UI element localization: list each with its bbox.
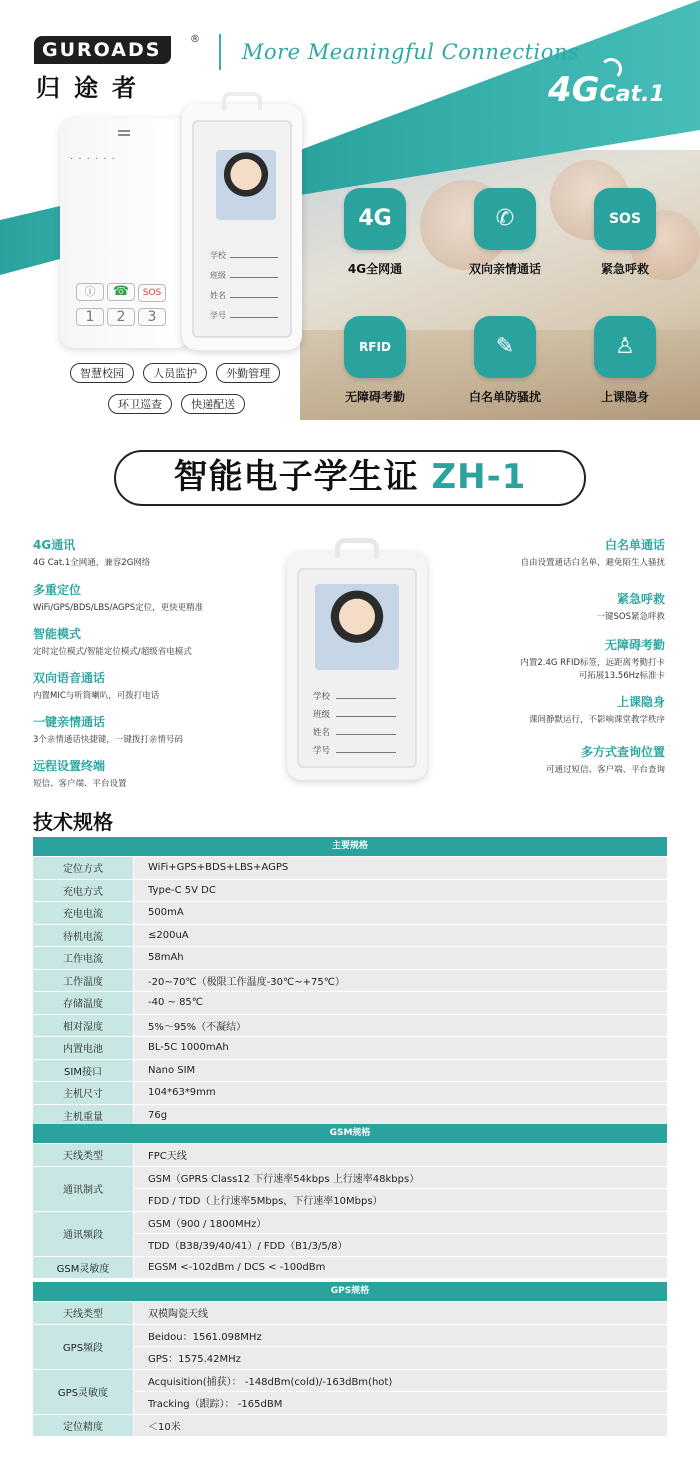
spec-value: FDD / TDD（上行速率5Mbps，下行速率10Mbps） bbox=[134, 1189, 667, 1211]
table-row bbox=[33, 880, 667, 902]
registered-mark: ® bbox=[190, 34, 200, 45]
feature-title: 无障碍考勤 bbox=[604, 638, 665, 652]
table-row bbox=[33, 992, 667, 1014]
feature-title: 上课隐身 bbox=[616, 695, 665, 709]
feature-item bbox=[33, 669, 283, 701]
table-row bbox=[33, 902, 667, 924]
product-title bbox=[114, 450, 586, 506]
table-row bbox=[33, 1082, 667, 1104]
logo-wordmark: GUROADS bbox=[34, 36, 171, 64]
spec-value: Type-C 5V DC bbox=[134, 880, 667, 902]
spec-value: ≤200uA bbox=[134, 925, 667, 947]
feature-desc: 可通过短信、客户端、平台查询 bbox=[545, 765, 665, 775]
feature-item bbox=[33, 625, 283, 657]
sos-icon: SOS bbox=[594, 188, 656, 250]
feature-item bbox=[33, 757, 283, 789]
table-header: GSM规格 bbox=[33, 1124, 667, 1143]
feature-label: 紧急呼救 bbox=[600, 262, 649, 276]
table-row bbox=[33, 1060, 667, 1082]
feature-desc: 课间静默运行，不影响课堂教学秩序 bbox=[528, 715, 665, 725]
feature-desc: 自由设置通话白名单，避免陌生人骚扰 bbox=[520, 558, 665, 568]
spec-key: 主机尺寸 bbox=[33, 1082, 133, 1104]
feature-title: 远程设置终端 bbox=[33, 759, 106, 773]
hero-banner bbox=[0, 0, 700, 420]
spec-value: 76g bbox=[134, 1105, 667, 1127]
feature-rfid bbox=[320, 316, 430, 405]
feature-sos bbox=[570, 188, 680, 277]
power-key: ⓘ bbox=[76, 283, 104, 301]
field-name: 姓名 bbox=[210, 291, 226, 300]
feature-label: 4G全网通 bbox=[347, 262, 403, 276]
table-row bbox=[33, 857, 667, 879]
two-way-call-icon: ✆ bbox=[474, 188, 536, 250]
class-hidden-icon: ♙ bbox=[594, 316, 656, 378]
student-card-device bbox=[287, 552, 427, 780]
feature-title: 4G通讯 bbox=[33, 538, 76, 552]
table-row bbox=[33, 1015, 667, 1037]
feature-item bbox=[415, 636, 665, 681]
feature-desc: 内置MIC与听筒喇叭，可拨打电话 bbox=[33, 691, 160, 701]
spec-value: -40 ~ 85℃ bbox=[134, 992, 667, 1014]
logo-chinese-name: 归途者 bbox=[36, 74, 150, 102]
sos-key: SOS bbox=[138, 284, 166, 302]
spec-value: TDD（B38/39/40/41）/ FDD（B1/3/5/8） bbox=[134, 1234, 667, 1256]
feature-title: 白名单通话 bbox=[604, 538, 665, 552]
field-student-no: 学号 bbox=[313, 746, 331, 756]
field-school: 学校 bbox=[313, 692, 331, 702]
spec-value: GSM（900 / 1800MHz） bbox=[134, 1212, 667, 1234]
product-model: ZH-1 bbox=[431, 457, 527, 497]
tag-sanitation: 环卫巡查 bbox=[108, 394, 172, 414]
student-photo bbox=[216, 150, 276, 220]
spec-value: 5%～95%（不凝结） bbox=[134, 1015, 667, 1037]
spec-value: 双模陶瓷天线 bbox=[134, 1302, 667, 1324]
gps-spec-table bbox=[33, 1282, 667, 1436]
feature-item bbox=[415, 590, 665, 622]
spec-key: 内置电池 bbox=[33, 1037, 133, 1059]
4g-cat1-badge bbox=[548, 70, 665, 110]
logo-divider bbox=[219, 34, 221, 70]
spec-value: BL-5C 1000mAh bbox=[134, 1037, 667, 1059]
table-row bbox=[33, 1302, 667, 1324]
table-row bbox=[33, 947, 667, 969]
signal-wave-icon bbox=[600, 58, 622, 80]
mic-dots: · · · · · · bbox=[70, 154, 116, 165]
key-1: 1 bbox=[76, 308, 104, 326]
table-header: 主要规格 bbox=[33, 837, 667, 856]
table-row bbox=[33, 1415, 667, 1437]
spec-value: GSM（GPRS Class12 下行速率54kbps 上行速率48kbps） bbox=[134, 1167, 667, 1189]
spec-value: -20~70℃（极限工作温度-30℃~+75℃） bbox=[134, 970, 667, 992]
feature-title: 多重定位 bbox=[33, 583, 82, 597]
spec-key: GSM灵敏度 bbox=[33, 1257, 133, 1279]
spec-value: GPS：1575.42MHz bbox=[134, 1347, 667, 1369]
feature-whitelist bbox=[450, 316, 560, 405]
spec-value: FPC天线 bbox=[134, 1144, 667, 1166]
device-screen bbox=[192, 120, 292, 338]
spec-key: 相对湿度 bbox=[33, 1015, 133, 1037]
field-class: 班级 bbox=[210, 271, 226, 280]
spec-key: 待机电流 bbox=[33, 925, 133, 947]
rfid-icon: RFID bbox=[344, 316, 406, 378]
spec-key: GPS灵敏度 bbox=[33, 1370, 133, 1414]
spec-key: 通讯频段 bbox=[33, 1212, 133, 1256]
tag-guardianship: 人员监护 bbox=[143, 363, 207, 383]
feature-item bbox=[33, 536, 283, 568]
scenario-tags bbox=[70, 362, 300, 420]
table-row bbox=[33, 1370, 667, 1414]
table-row bbox=[33, 1037, 667, 1059]
feature-item bbox=[33, 713, 283, 745]
card-screen bbox=[297, 568, 417, 768]
tag-field-work: 外勤管理 bbox=[216, 363, 280, 383]
badge-cat1: Cat.1 bbox=[599, 82, 665, 107]
spec-value: EGSM <-102dBm / DCS < -100dBm bbox=[134, 1257, 667, 1279]
table-row bbox=[33, 1212, 667, 1256]
spec-value: Tracking（跟踪）： -165dBM bbox=[134, 1392, 667, 1414]
feature-label: 白名单防骚扰 bbox=[468, 390, 541, 404]
field-student-no: 学号 bbox=[210, 311, 226, 320]
feature-title: 一键亲情通话 bbox=[33, 715, 106, 729]
spec-value: Beidou：1561.098MHz bbox=[134, 1325, 667, 1347]
product-name: 智能电子学生证 bbox=[173, 457, 419, 497]
spec-key: SIM接口 bbox=[33, 1060, 133, 1082]
spec-key: 主机重量 bbox=[33, 1105, 133, 1127]
feature-desc: WiFi/GPS/BDS/LBS/AGPS定位，更快更精准 bbox=[33, 603, 204, 613]
spec-value: 104*63*9mm bbox=[134, 1082, 667, 1104]
feature-desc: 内置2.4G RFID标签，远距离考勤打卡 bbox=[520, 658, 665, 668]
lanyard-loop bbox=[222, 92, 262, 110]
field-class: 班级 bbox=[313, 710, 331, 720]
feature-item bbox=[33, 581, 283, 613]
spec-key: 存储温度 bbox=[33, 992, 133, 1014]
feature-two-way-call bbox=[450, 188, 560, 277]
key-3: 3 bbox=[138, 308, 166, 326]
table-row bbox=[33, 1257, 667, 1279]
spec-section-title: 技术规格 bbox=[33, 810, 113, 834]
device-back-view bbox=[60, 118, 190, 348]
id-fields bbox=[210, 250, 278, 330]
spec-value: WiFi+GPS+BDS+LBS+AGPS bbox=[134, 857, 667, 879]
feature-label: 双向亲情通话 bbox=[468, 262, 541, 276]
spec-key: 通讯制式 bbox=[33, 1167, 133, 1211]
table-row bbox=[33, 925, 667, 947]
speaker-slot bbox=[118, 130, 130, 132]
field-name: 姓名 bbox=[313, 728, 331, 738]
field-school: 学校 bbox=[210, 251, 226, 260]
spec-key: 天线类型 bbox=[33, 1144, 133, 1166]
tag-smart-campus: 智慧校园 bbox=[70, 363, 134, 383]
feature-class-hidden bbox=[570, 316, 680, 405]
table-row bbox=[33, 1144, 667, 1166]
call-key: ☎ bbox=[107, 283, 135, 301]
spec-value: ＜10米 bbox=[134, 1415, 667, 1437]
feature-desc: 3个亲情通话快捷键，一键拨打亲情号码 bbox=[33, 735, 183, 745]
whitelist-icon: ✎ bbox=[474, 316, 536, 378]
spec-key: 工作温度 bbox=[33, 970, 133, 992]
feature-item bbox=[415, 743, 665, 775]
table-row bbox=[33, 1167, 667, 1211]
4g-signal-icon: 4G bbox=[344, 188, 406, 250]
spec-value: 58mAh bbox=[134, 947, 667, 969]
spec-key: GPS频段 bbox=[33, 1325, 133, 1369]
student-photo bbox=[315, 584, 399, 670]
spec-key: 定位精度 bbox=[33, 1415, 133, 1437]
spec-key: 充电电流 bbox=[33, 902, 133, 924]
spec-value: Nano SIM bbox=[134, 1060, 667, 1082]
left-feature-list bbox=[33, 536, 283, 801]
gsm-spec-table bbox=[33, 1124, 667, 1278]
brand-logo bbox=[34, 34, 200, 103]
feature-title: 双向语音通话 bbox=[33, 671, 106, 685]
main-spec-table bbox=[33, 837, 667, 1126]
table-header: GPS规格 bbox=[33, 1282, 667, 1301]
spec-key: 充电方式 bbox=[33, 880, 133, 902]
feature-4g bbox=[320, 188, 430, 277]
brand-slogan: More Meaningful Connections bbox=[242, 40, 580, 64]
key-2: 2 bbox=[107, 308, 135, 326]
feature-desc: 定时定位模式/智能定位模式/超级省电模式 bbox=[33, 647, 192, 657]
feature-desc: 4G Cat.1全网通，兼容2G网络 bbox=[33, 558, 151, 568]
feature-desc-2: 可拓展13.56Hz标准卡 bbox=[578, 671, 665, 681]
feature-item bbox=[415, 536, 665, 568]
feature-label: 无障碍考勤 bbox=[344, 390, 405, 404]
feature-label: 上课隐身 bbox=[600, 390, 649, 404]
tag-delivery: 快递配送 bbox=[181, 394, 245, 414]
feature-desc: 短信、客户端、平台设置 bbox=[33, 779, 127, 789]
spec-value: 500mA bbox=[134, 902, 667, 924]
feature-title: 多方式查询位置 bbox=[580, 745, 665, 759]
device-front-view bbox=[182, 104, 302, 350]
table-row bbox=[33, 1325, 667, 1369]
right-feature-list bbox=[415, 536, 665, 787]
spec-value: Acquisition(捕获）： -148dBm(cold)/-163dBm(hot) bbox=[134, 1370, 667, 1392]
feature-title: 智能模式 bbox=[33, 627, 82, 641]
lanyard-loop bbox=[335, 538, 379, 558]
badge-4g: 4G bbox=[548, 70, 600, 110]
feature-item bbox=[415, 693, 665, 725]
spec-key: 定位方式 bbox=[33, 857, 133, 879]
table-row bbox=[33, 970, 667, 992]
feature-desc: 一键SOS紧急呼救 bbox=[596, 612, 665, 622]
card-fields bbox=[313, 690, 396, 762]
spec-key: 工作电流 bbox=[33, 947, 133, 969]
feature-title: 紧急呼救 bbox=[616, 592, 665, 606]
table-row bbox=[33, 1105, 667, 1127]
device-keypad bbox=[76, 280, 182, 330]
spec-key: 天线类型 bbox=[33, 1302, 133, 1324]
